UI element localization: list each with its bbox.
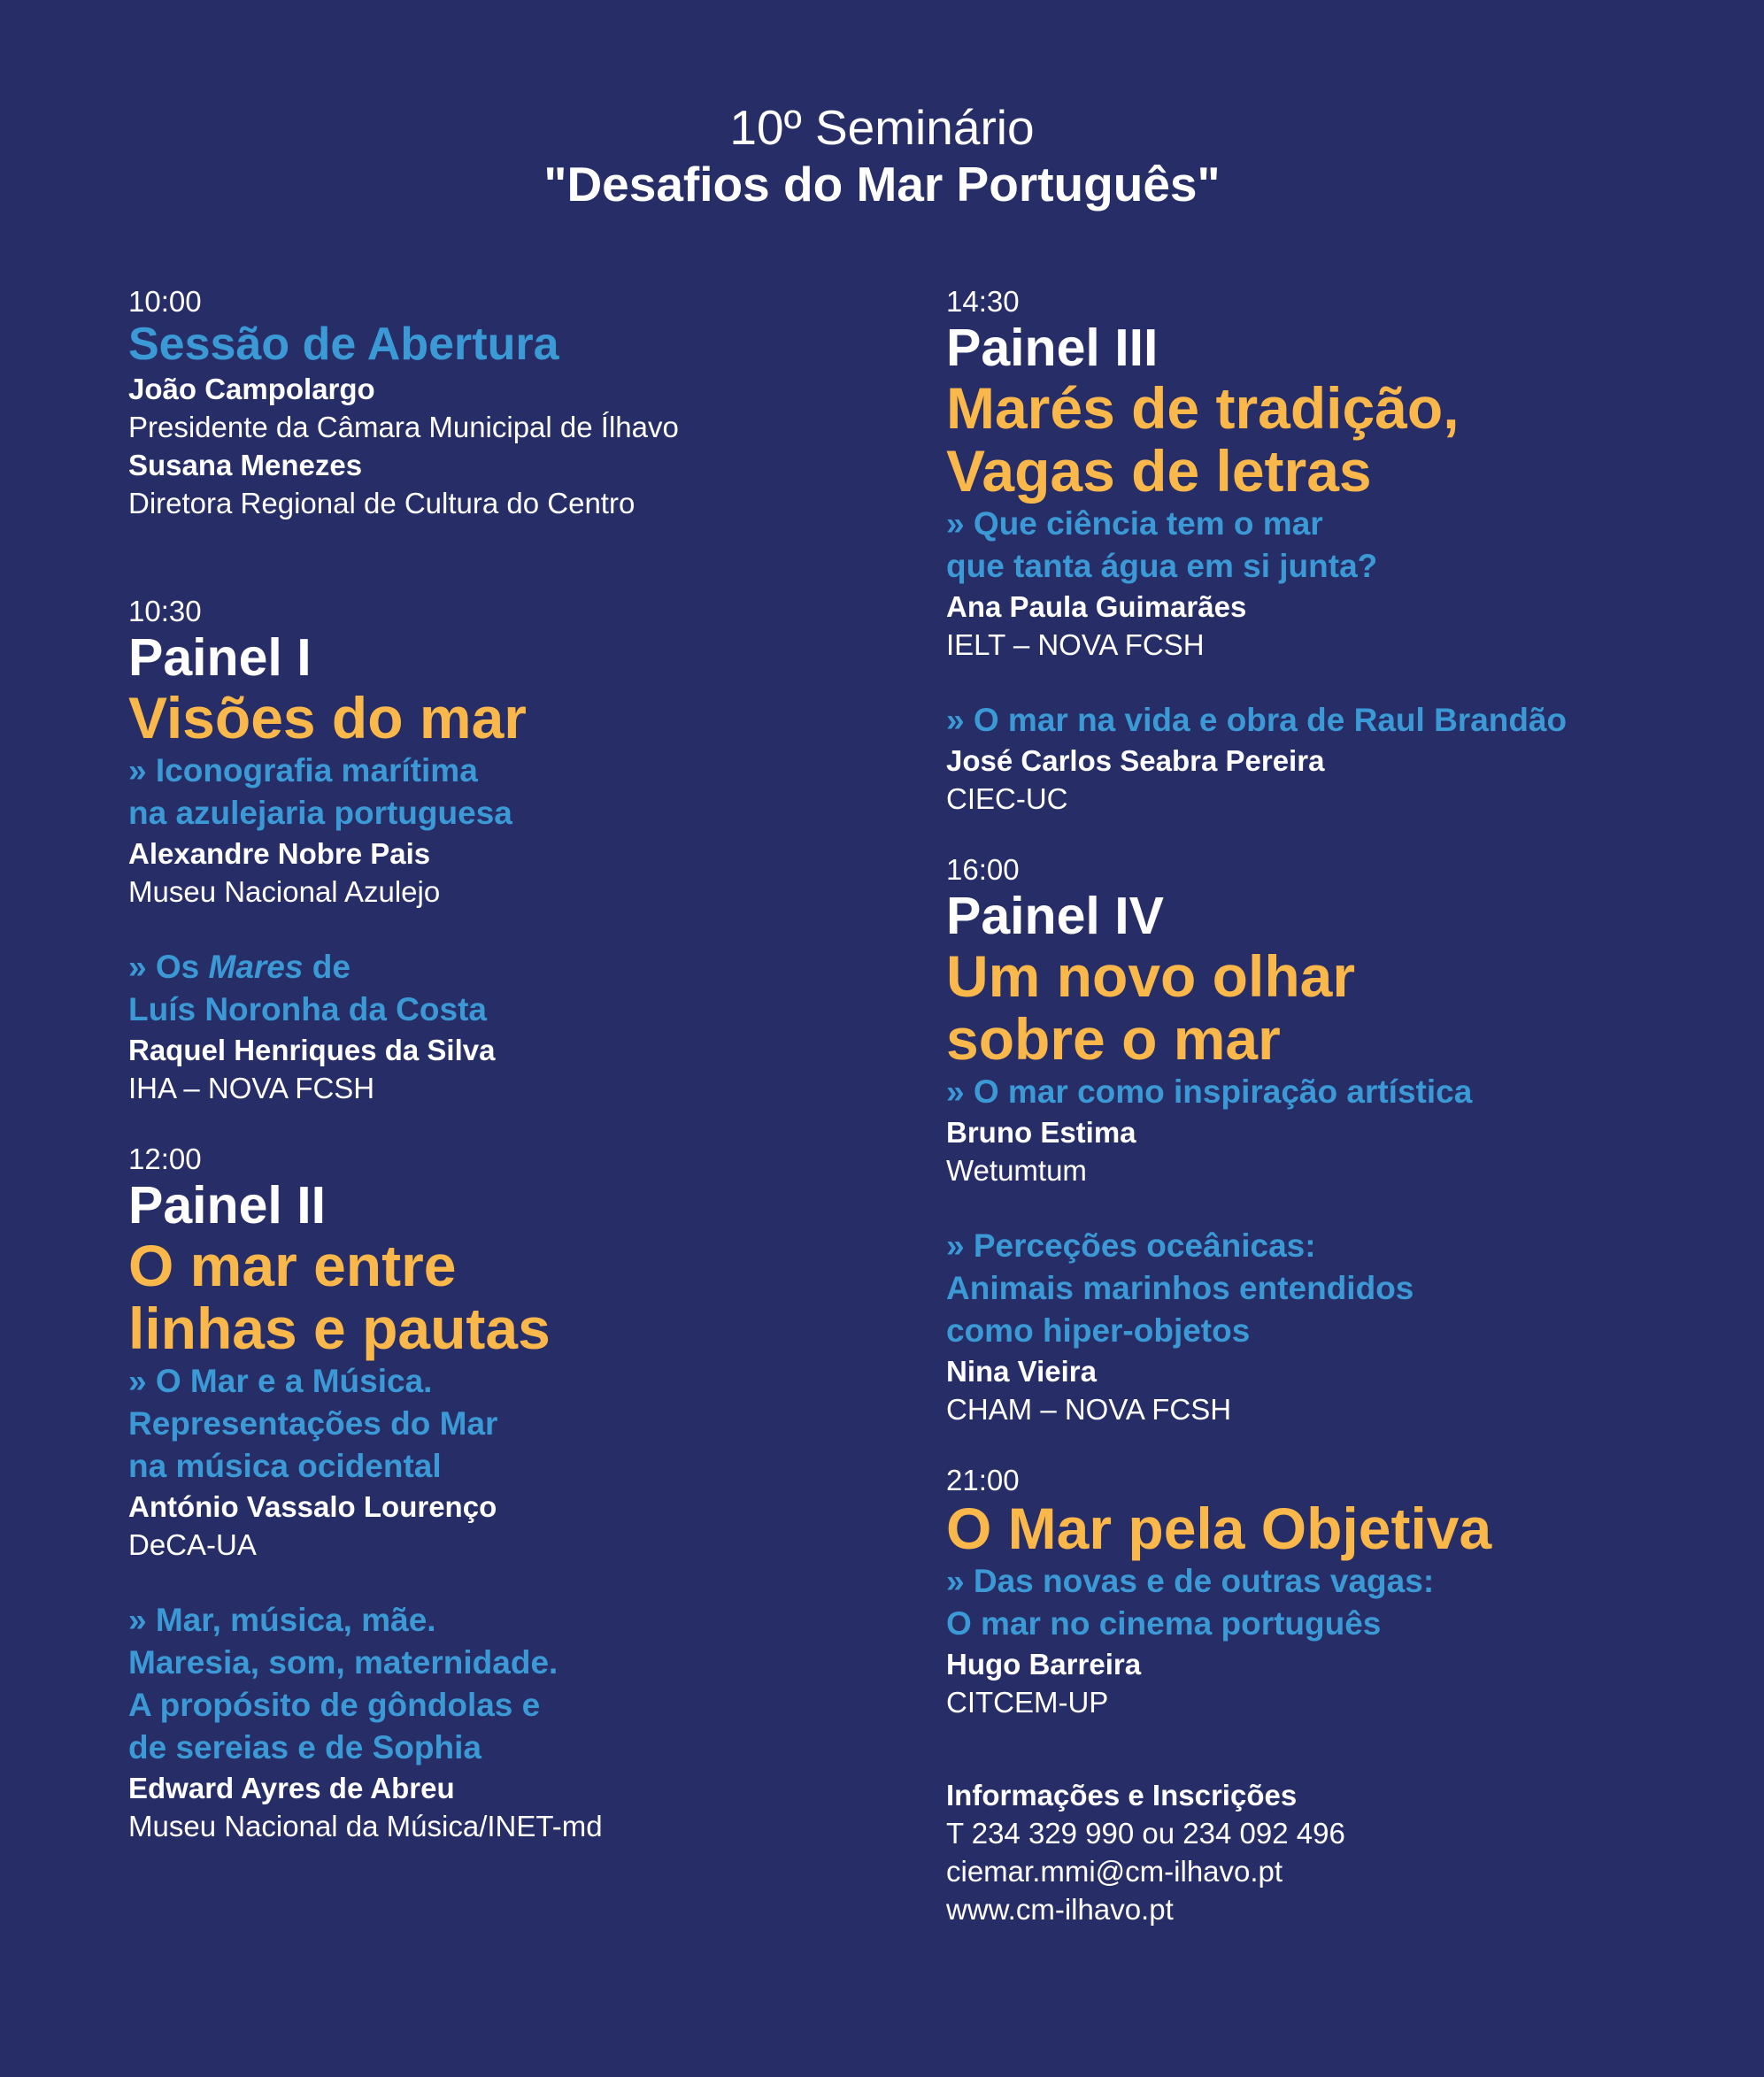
talk-title: [946, 503, 1725, 588]
panel-theme: [128, 1235, 907, 1360]
program-left-column: [128, 285, 907, 1845]
talk-title: [946, 1560, 1725, 1645]
speaker-affiliation: Wetumtum: [946, 1154, 1087, 1187]
speaker-affiliation: IELT – NOVA FCSH: [946, 628, 1205, 661]
session-title: Sessão de Abertura: [128, 319, 559, 370]
session-time: 12:00: [128, 1142, 202, 1175]
talk-title-suffix: de: [303, 949, 350, 985]
talk-title: [128, 1599, 907, 1769]
speaker-name: Susana Menezes: [128, 449, 363, 481]
talk-title-italic: Mares: [208, 949, 304, 985]
speaker-affiliation: Museu Nacional da Música/INET-md: [128, 1810, 603, 1842]
talk-title-line: na azulejaria portuguesa: [128, 795, 512, 831]
talk-title-line: A propósito de gôndolas e: [128, 1687, 541, 1723]
speaker-name: Hugo Barreira: [946, 1648, 1142, 1681]
speaker-name: Alexandre Nobre Pais: [128, 837, 431, 870]
speaker-name: Ana Paula Guimarães: [946, 590, 1247, 623]
seminar-edition: 10º Seminário: [729, 100, 1035, 155]
talk-title-line: Maresia, som, maternidade.: [128, 1644, 558, 1681]
talk-title-line: » Iconografia marítima: [128, 752, 478, 788]
panel-2: [128, 1142, 907, 1845]
talk-title-prefix: » Os: [128, 949, 209, 985]
talk-title: [946, 1071, 1725, 1113]
talk-title: [946, 699, 1725, 742]
panel-theme-line: linhas e pautas: [128, 1296, 551, 1361]
talk-title: [128, 750, 907, 835]
talk-title-line: » Perceções oceânicas:: [946, 1227, 1316, 1264]
contact-phone: T 234 329 990 ou 234 092 496: [946, 1817, 1345, 1850]
talk-title-line: [128, 946, 907, 988]
contact-title: Informações e Inscrições: [946, 1779, 1298, 1812]
speaker-name: Raquel Henriques da Silva: [128, 1034, 496, 1066]
speaker-role: Presidente da Câmara Municipal de Ílhavo: [128, 411, 679, 443]
talk-title-line: » O mar na vida e obra de Raul Brandão: [946, 702, 1568, 738]
talk-title-line: que tanta água em si junta?: [946, 548, 1378, 584]
talk-title-line: » Que ciência tem o mar: [946, 505, 1323, 542]
panel-3: [946, 285, 1725, 818]
speaker-name: José Carlos Seabra Pereira: [946, 744, 1325, 777]
panel-theme-line: Vagas de letras: [946, 438, 1372, 504]
panel-theme-line: Um novo olhar: [946, 943, 1356, 1009]
speaker-name: Bruno Estima: [946, 1116, 1136, 1149]
speaker-name: Nina Vieira: [946, 1355, 1097, 1388]
session-theme: O Mar pela Objetiva: [946, 1496, 1492, 1561]
talk-title-line: » O Mar e a Música.: [128, 1363, 433, 1399]
seminar-header: [0, 99, 1764, 212]
speaker-role: Diretora Regional de Cultura do Centro: [128, 487, 636, 519]
talk-title-line: na música ocidental: [128, 1448, 442, 1484]
panel-4: [946, 853, 1725, 1428]
panel-theme-line: sobre o mar: [946, 1006, 1281, 1072]
speaker-name: António Vassalo Lourenço: [128, 1490, 497, 1523]
talk-title-line: como hiper-objetos: [946, 1312, 1251, 1349]
panel-label: Painel II: [128, 1176, 326, 1235]
talk-title-line: Representações do Mar: [128, 1405, 498, 1442]
talk-title: [128, 1360, 907, 1488]
talk-title-line: Luís Noronha da Costa: [128, 991, 487, 1027]
panel-label: Painel III: [946, 319, 1159, 377]
seminar-title: "Desafios do Mar Português": [543, 157, 1221, 212]
panel-label: Painel I: [128, 628, 312, 687]
talk-title: [128, 946, 907, 1031]
speaker-affiliation: CHAM – NOVA FCSH: [946, 1393, 1232, 1426]
talk-title-line: » Mar, música, mãe.: [128, 1602, 436, 1638]
session-time: 10:00: [128, 285, 202, 318]
speaker-name: João Campolargo: [128, 373, 375, 405]
program-right-column: [946, 285, 1725, 1928]
talk-title-line: O mar no cinema português: [946, 1605, 1382, 1642]
talk-title-line: de sereias e de Sophia: [128, 1729, 481, 1765]
session-time: 21:00: [946, 1464, 1020, 1496]
contact-info: [946, 1776, 1725, 1928]
talk-title: [946, 1225, 1725, 1352]
speaker-affiliation: DeCA-UA: [128, 1528, 257, 1561]
panel-theme-line: Marés de tradição,: [946, 375, 1460, 441]
panel-theme: Visões do mar: [128, 685, 527, 750]
panel-label: Painel IV: [946, 887, 1164, 945]
speaker-name: Edward Ayres de Abreu: [128, 1772, 455, 1804]
contact-website[interactable]: www.cm-ilhavo.pt: [946, 1893, 1174, 1926]
speaker-affiliation: IHA – NOVA FCSH: [128, 1072, 375, 1104]
session-time: 16:00: [946, 853, 1020, 886]
speaker-affiliation: Museu Nacional Azulejo: [128, 875, 441, 908]
talk-title-line: » O mar como inspiração artística: [946, 1073, 1473, 1110]
evening-session: [946, 1464, 1725, 1721]
talk-title-line: » Das novas e de outras vagas:: [946, 1563, 1435, 1599]
panel-theme: [946, 377, 1725, 503]
talk-title-line: Animais marinhos entendidos: [946, 1270, 1414, 1306]
session-time: 10:30: [128, 595, 202, 627]
session-time: 14:30: [946, 285, 1020, 318]
contact-email[interactable]: ciemar.mmi@cm-ilhavo.pt: [946, 1855, 1283, 1888]
speaker-affiliation: CITCEM-UP: [946, 1686, 1109, 1719]
panel-theme: [946, 945, 1725, 1071]
speaker-affiliation: CIEC-UC: [946, 782, 1068, 815]
panel-theme-line: O mar entre: [128, 1233, 457, 1298]
panel-1: [128, 595, 907, 1107]
opening-session: [128, 285, 907, 522]
